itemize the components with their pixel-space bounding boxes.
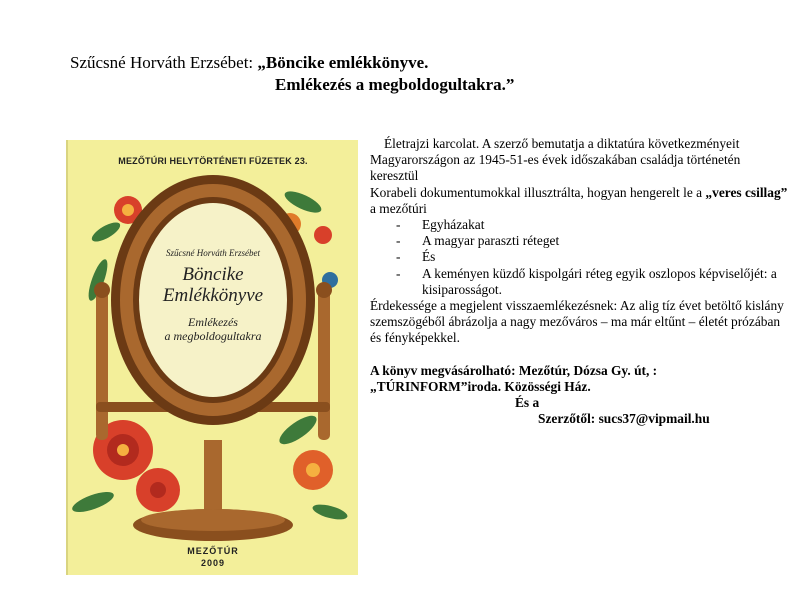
cover-title-line2: Emlékkönyve bbox=[162, 285, 264, 306]
purchase-line-1: A könyv megvásárolható: Mezőtúr, Dózsa Gy. út, : bbox=[370, 362, 658, 378]
purchase-and: És a bbox=[515, 395, 540, 411]
cover-series: MEZŐTÚRI HELYTÖRTÉNETI FÜZETEK 23. bbox=[118, 156, 308, 166]
heading-title: „Böncike emlékkönyve. bbox=[257, 53, 429, 72]
page-heading bbox=[70, 52, 690, 96]
cover-city: MEZŐTÚR bbox=[187, 546, 239, 556]
cover-author: Szűcsné Horváth Erzsébet bbox=[166, 248, 260, 258]
red-star-phrase: „veres csillag” bbox=[705, 184, 788, 200]
cover-subtitle bbox=[68, 315, 358, 343]
description-illustration bbox=[370, 185, 790, 217]
cover-year: 2009 bbox=[200, 558, 226, 568]
book-description bbox=[370, 136, 790, 427]
list-item: - A magyar paraszti réteget bbox=[396, 233, 560, 249]
description-illustration-before: Korabeli dokumentumokkal illusztrálta, hogyan hengerelt le a bbox=[370, 184, 706, 200]
description-illustration-after: a mezőtúri bbox=[370, 200, 427, 216]
purchase-line-2: „TÚRINFORM”iroda. Közösségi Ház. bbox=[370, 378, 591, 394]
description-intro: Életrajzi karcolat. A szerző bemutatja a diktatúra következményeit Magyarországon az 1945-51-es évek időszakában családja történetén keresztül bbox=[370, 136, 741, 184]
cover-title bbox=[68, 264, 358, 306]
list-item: - Egyházakat bbox=[396, 217, 485, 233]
cover-subtitle-line2: a megboldogultakra bbox=[164, 329, 262, 343]
author-contact: Szerzőtől: sucs37@vipmail.hu bbox=[538, 411, 710, 427]
cover-title-line1: Böncike bbox=[182, 264, 244, 285]
targets-list bbox=[370, 217, 790, 298]
cover-subtitle-line1: Emlékezés bbox=[188, 315, 238, 329]
heading-subtitle: Emlékezés a megboldogultakra.” bbox=[275, 75, 515, 94]
description-interest: Érdekessége a megjelent visszaemlékezésnek: Az alig tíz évet betöltő kislány szemszögéből ábrázolja a nagy mezőváros – ma már eltűnt – életét prózában és fényképekkel. bbox=[370, 298, 784, 346]
heading-author: Szűcsné Horváth Erzsébet: bbox=[70, 53, 258, 72]
list-item: - A keményen küzdő kispolgári réteg egyik oszlopos képviselőjét: a kisiparosságot. bbox=[396, 265, 777, 297]
book-cover bbox=[66, 140, 358, 575]
cover-illustration bbox=[68, 140, 358, 575]
list-item: - És bbox=[396, 249, 436, 265]
